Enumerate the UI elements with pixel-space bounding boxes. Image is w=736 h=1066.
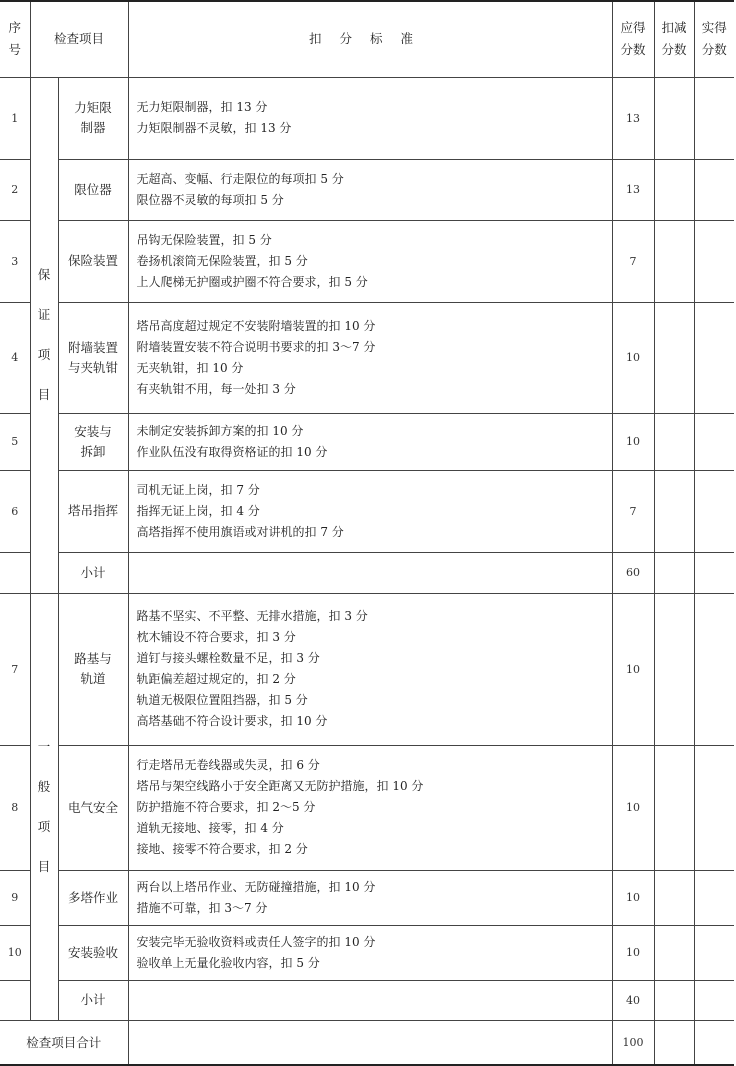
deduct-score-cell <box>654 470 694 552</box>
criteria-line: 吊钩无保险装置，扣 5 分 <box>136 232 272 247</box>
criteria-line: 塔吊与架空线路小于安全距离又无防护措施，扣 10 分 <box>136 779 424 793</box>
item-name: 保险装置 <box>58 220 128 302</box>
actual-score-cell <box>694 470 734 552</box>
actual-score-cell <box>694 870 734 925</box>
criteria-line: 行走塔吊无卷线器或失灵，扣 6 分 <box>136 758 320 772</box>
actual-score-cell <box>694 77 734 159</box>
due-score: 10 <box>612 302 654 413</box>
actual-score-cell <box>694 220 734 302</box>
total-row <box>0 1020 734 1065</box>
header-actual-line-1: 实得 <box>701 20 727 36</box>
category-char: 一 <box>37 738 51 754</box>
table-row <box>0 870 734 925</box>
item-name-line: 拆卸 <box>80 443 106 459</box>
actual-score-cell <box>694 1020 734 1065</box>
category-guarantee <box>30 77 58 593</box>
criteria-line: 有夹轨钳不用，每一处扣 3 分 <box>136 381 296 396</box>
subtotal-score: 40 <box>612 980 654 1020</box>
criteria-line: 无力矩限制器，扣 13 分 <box>136 100 268 114</box>
table-header-row <box>0 1 734 77</box>
subtotal-row <box>0 980 734 1020</box>
header-due-score <box>612 1 654 77</box>
table-row <box>0 745 734 870</box>
table-row <box>0 593 734 745</box>
row-number: 3 <box>0 220 30 302</box>
item-name-line: 轨道 <box>80 671 106 686</box>
subtotal-score: 60 <box>612 552 654 593</box>
total-score: 100 <box>612 1020 654 1065</box>
category-char: 目 <box>37 858 51 874</box>
criteria-cell <box>128 220 612 302</box>
due-score: 13 <box>612 77 654 159</box>
criteria-line: 作业队伍没有取得资格证的扣 10 分 <box>136 444 328 459</box>
table-row <box>0 413 734 470</box>
deduct-score-cell <box>654 220 694 302</box>
criteria-line: 枕木铺设不符合要求，扣 3 分 <box>136 630 296 644</box>
actual-score-cell <box>694 159 734 220</box>
criteria-line: 两台以上塔吊作业、无防碰撞措施，扣 10 分 <box>136 879 376 894</box>
category-char: 项 <box>37 347 51 362</box>
due-score: 7 <box>612 220 654 302</box>
criteria-cell <box>128 925 612 980</box>
header-criteria <box>128 1 612 77</box>
criteria-cell-empty <box>128 980 612 1020</box>
criteria-line: 措施不可靠，扣 3～7 分 <box>136 900 268 915</box>
due-score: 10 <box>612 870 654 925</box>
item-name <box>58 413 128 470</box>
criteria-cell <box>128 745 612 870</box>
subtotal-label: 小计 <box>58 980 128 1020</box>
category-char: 保 <box>37 267 51 282</box>
category-char: 目 <box>37 387 51 402</box>
table-row <box>0 470 734 552</box>
item-name-line: 路基与 <box>74 651 112 666</box>
criteria-line: 道轨无接地、接零，扣 4 分 <box>136 821 284 835</box>
row-number: 8 <box>0 745 30 870</box>
header-actual-score <box>694 1 734 77</box>
due-score: 10 <box>612 413 654 470</box>
criteria-line: 轨道无极限位置阻挡器，扣 5 分 <box>136 693 308 707</box>
item-name <box>58 593 128 745</box>
subtotal-label: 小计 <box>58 552 128 593</box>
deduct-score-cell <box>654 745 694 870</box>
table-row <box>0 77 734 159</box>
row-number-empty <box>0 552 30 593</box>
deduct-score-cell <box>654 925 694 980</box>
item-name: 塔吊指挥 <box>58 470 128 552</box>
criteria-line: 防护措施不符合要求，扣 2～5 分 <box>136 800 316 814</box>
deduct-score-cell <box>654 552 694 593</box>
due-score: 10 <box>612 593 654 745</box>
criteria-cell <box>128 302 612 413</box>
criteria-line: 力矩限制器不灵敏，扣 13 分 <box>136 121 292 135</box>
item-name: 安装验收 <box>58 925 128 980</box>
criteria-cell <box>128 413 612 470</box>
row-number-empty <box>0 980 30 1020</box>
category-char: 项 <box>37 818 51 834</box>
actual-score-cell <box>694 413 734 470</box>
row-number: 1 <box>0 77 30 159</box>
subtotal-row <box>0 552 734 593</box>
category-general <box>30 593 58 1020</box>
criteria-cell <box>128 593 612 745</box>
due-score: 10 <box>612 745 654 870</box>
item-name: 限位器 <box>58 159 128 220</box>
table-row <box>0 925 734 980</box>
criteria-cell <box>128 159 612 220</box>
row-number: 10 <box>0 925 30 980</box>
criteria-cell <box>128 870 612 925</box>
criteria-line: 无夹轨钳，扣 10 分 <box>136 360 244 375</box>
actual-score-cell <box>694 593 734 745</box>
criteria-line: 限位器不灵敏的每项扣 5 分 <box>136 192 284 207</box>
deduct-score-cell <box>654 593 694 745</box>
due-score: 10 <box>612 925 654 980</box>
criteria-line: 司机无证上岗，扣 7 分 <box>136 482 260 497</box>
criteria-line: 塔吊高度超过规定不安装附墙装置的扣 10 分 <box>136 318 376 333</box>
item-name-line: 与夹轨钳 <box>68 359 119 375</box>
item-name <box>58 77 128 159</box>
deduct-score-cell <box>654 302 694 413</box>
criteria-line: 验收单上无量化验收内容，扣 5 分 <box>136 955 320 970</box>
table-row <box>0 220 734 302</box>
item-name-line: 力矩限 <box>74 100 112 115</box>
item-name <box>58 302 128 413</box>
header-deduct-line-2: 分数 <box>661 42 687 58</box>
actual-score-cell <box>694 552 734 593</box>
header-due-line-2: 分数 <box>620 42 646 58</box>
deduct-score-cell <box>654 870 694 925</box>
header-due-line-1: 应得 <box>620 20 646 36</box>
criteria-line: 路基不坚实、不平整、无排水措施，扣 3 分 <box>136 609 368 623</box>
header-seq-line-2: 号 <box>8 42 21 58</box>
deduct-score-cell <box>654 980 694 1020</box>
row-number: 7 <box>0 593 30 745</box>
total-label: 检查项目合计 <box>0 1020 128 1065</box>
item-name-line: 制器 <box>80 120 106 135</box>
actual-score-cell <box>694 925 734 980</box>
criteria-line: 无超高、变幅、行走限位的每项扣 5 分 <box>136 171 344 186</box>
deduct-score-cell <box>654 159 694 220</box>
header-seq-line-1: 序 <box>8 20 21 36</box>
due-score: 7 <box>612 470 654 552</box>
item-name: 多塔作业 <box>58 870 128 925</box>
criteria-line: 安装完毕无验收资料或责任人签字的扣 10 分 <box>136 934 376 949</box>
header-seq <box>0 1 30 77</box>
table-row <box>0 159 734 220</box>
criteria-line: 附墙装置安装不符合说明书要求的扣 3～7 分 <box>136 339 376 354</box>
criteria-line: 高塔指挥不使用旗语或对讲机的扣 7 分 <box>136 524 344 539</box>
criteria-cell-empty <box>128 1020 612 1065</box>
criteria-line: 未制定安装拆卸方案的扣 10 分 <box>136 423 304 438</box>
deduct-score-cell <box>654 1020 694 1065</box>
criteria-line: 高塔基础不符合设计要求，扣 10 分 <box>136 714 328 728</box>
item-name-line: 安装与 <box>74 423 112 439</box>
criteria-cell <box>128 77 612 159</box>
table-row <box>0 302 734 413</box>
deduct-score-cell <box>654 77 694 159</box>
criteria-line: 轨距偏差超过规定的，扣 2 分 <box>136 672 296 686</box>
criteria-line: 卷扬机滚筒无保险装置，扣 5 分 <box>136 253 308 268</box>
item-name: 电气安全 <box>58 745 128 870</box>
criteria-line: 道钉与接头螺栓数量不足，扣 3 分 <box>136 651 320 665</box>
row-number: 4 <box>0 302 30 413</box>
deduct-score-cell <box>654 413 694 470</box>
item-name-line: 附墙装置 <box>68 339 119 355</box>
criteria-line: 上人爬梯无护圈或护圈不符合要求，扣 5 分 <box>136 274 368 289</box>
row-number: 9 <box>0 870 30 925</box>
row-number: 5 <box>0 413 30 470</box>
header-item: 检查项目 <box>30 1 128 77</box>
due-score: 13 <box>612 159 654 220</box>
header-deduct-line-1: 扣减 <box>661 20 687 36</box>
row-number: 2 <box>0 159 30 220</box>
criteria-line: 接地、接零不符合要求，扣 2 分 <box>136 842 308 856</box>
category-char: 般 <box>37 778 51 794</box>
category-char: 证 <box>37 307 51 322</box>
row-number: 6 <box>0 470 30 552</box>
criteria-cell-empty <box>128 552 612 593</box>
criteria-cell <box>128 470 612 552</box>
actual-score-cell <box>694 980 734 1020</box>
actual-score-cell <box>694 745 734 870</box>
criteria-line: 指挥无证上岗，扣 4 分 <box>136 503 260 518</box>
header-deduct-score <box>654 1 694 77</box>
header-actual-line-2: 分数 <box>701 42 727 58</box>
header-criteria-text: 扣分标准 <box>309 31 432 47</box>
actual-score-cell <box>694 302 734 413</box>
